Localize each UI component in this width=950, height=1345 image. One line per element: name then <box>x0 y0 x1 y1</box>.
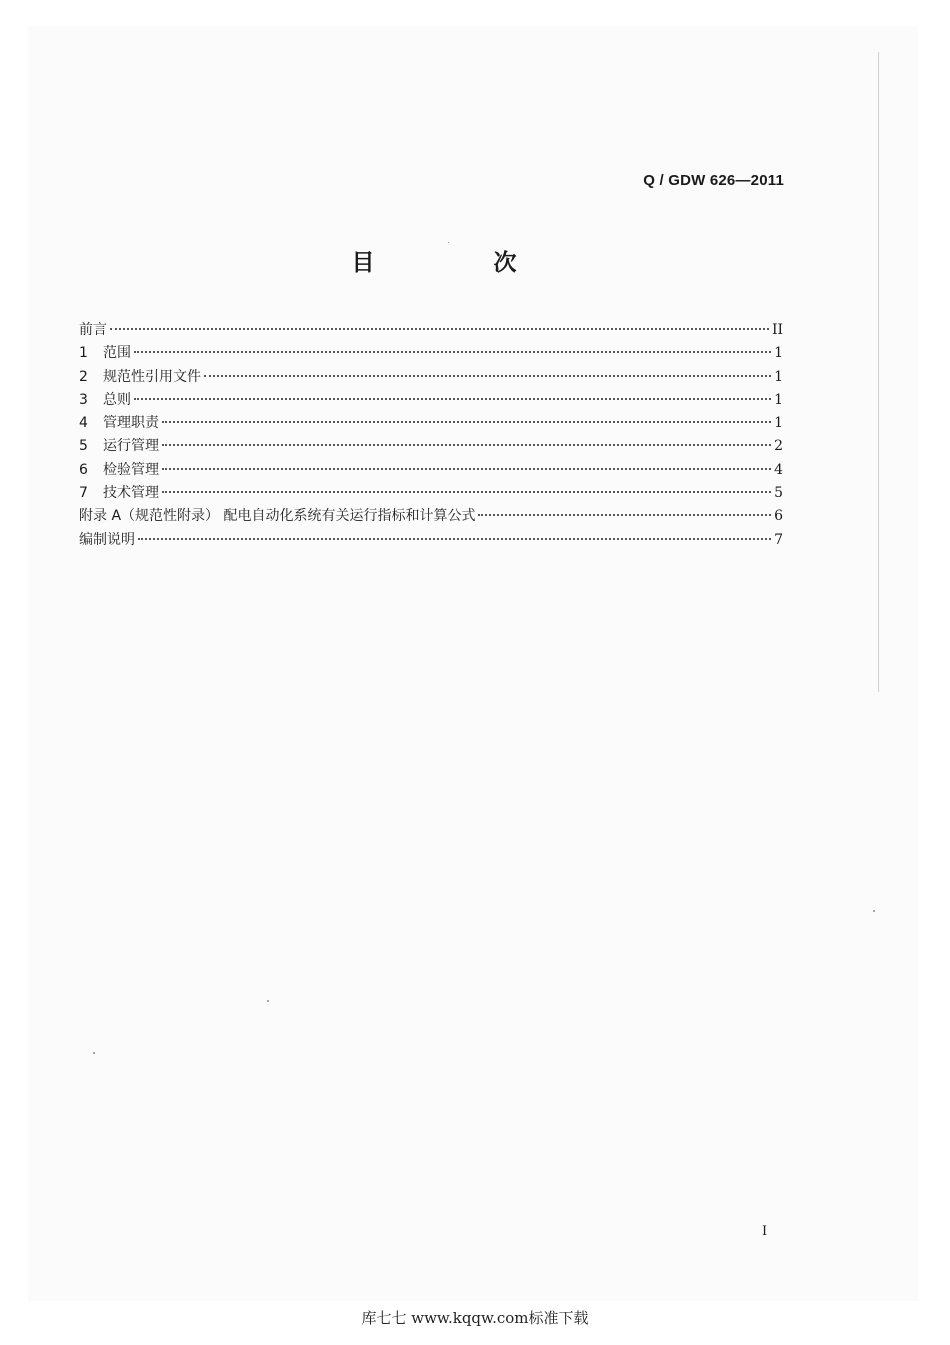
toc-entry-label: 技术管理 <box>103 485 159 502</box>
toc-entry-label: 范围 <box>103 345 131 362</box>
toc-entry-page: 1 <box>774 345 783 362</box>
scan-edge-line <box>878 52 879 692</box>
scan-speck <box>873 910 875 912</box>
toc-title: 目 次 <box>351 250 565 276</box>
toc-entry-number: 4 <box>79 415 88 432</box>
scan-speck <box>93 1052 95 1054</box>
scan-speck <box>267 1000 269 1002</box>
toc-leader-dots <box>162 421 771 423</box>
toc-entry-label: 编制说明 <box>79 531 135 548</box>
toc-entry-page: 1 <box>774 368 783 385</box>
toc-leader-dots <box>162 468 771 470</box>
toc-entry-page: 7 <box>774 531 783 548</box>
toc-leader-dots <box>204 375 771 377</box>
toc-entry[interactable] <box>79 366 783 389</box>
toc-entry-page: 4 <box>774 461 783 478</box>
toc-entry-label: 管理职责 <box>103 415 159 432</box>
toc-entry[interactable] <box>79 319 783 342</box>
page-number: I <box>762 1224 768 1239</box>
toc-entry-number: 3 <box>79 391 88 408</box>
toc-entry-page: 1 <box>774 415 783 432</box>
toc-entry-label: 规范性引用文件 <box>103 368 201 385</box>
standard-number: Q / GDW 626—2011 <box>643 172 784 189</box>
toc-entry[interactable] <box>79 482 783 505</box>
toc-entry-number: 7 <box>79 485 88 502</box>
toc-entry[interactable] <box>79 435 783 458</box>
toc-leader-dots <box>110 328 769 330</box>
toc-entry[interactable] <box>79 529 783 552</box>
table-of-contents <box>79 319 783 552</box>
toc-entry-page: 2 <box>774 438 783 455</box>
toc-entry-label: 总则 <box>103 391 131 408</box>
toc-entry[interactable] <box>79 342 783 365</box>
toc-entry-number: 1 <box>79 345 88 362</box>
toc-entry-page: 5 <box>774 485 783 502</box>
document-page <box>28 26 918 1301</box>
toc-entry-label: 检验管理 <box>103 461 159 478</box>
toc-entry-page: 1 <box>774 391 783 408</box>
toc-entry-number: 5 <box>79 438 88 455</box>
toc-entry[interactable] <box>79 412 783 435</box>
toc-entry-page: II <box>771 322 783 338</box>
toc-entry-label: 附录 A（规范性附录） 配电自动化系统有关运行指标和计算公式 <box>79 508 476 525</box>
toc-leader-dots <box>162 444 771 446</box>
toc-entry-number: 6 <box>79 461 88 478</box>
toc-entry[interactable] <box>79 459 783 482</box>
toc-leader-dots <box>134 351 771 353</box>
toc-entry[interactable] <box>79 505 783 528</box>
toc-leader-dots <box>478 514 771 516</box>
toc-leader-dots <box>138 538 771 540</box>
watermark-footer: 库七七 www.kqqw.com标准下载 <box>361 1309 589 1327</box>
toc-entry-label: 前言 <box>79 322 107 338</box>
toc-leader-dots <box>134 398 771 400</box>
toc-entry-page: 6 <box>774 508 783 525</box>
toc-entry[interactable] <box>79 389 783 412</box>
toc-entry-label: 运行管理 <box>103 438 159 455</box>
toc-entry-number: 2 <box>79 368 88 385</box>
scan-speck <box>448 242 449 243</box>
toc-leader-dots <box>162 491 771 493</box>
